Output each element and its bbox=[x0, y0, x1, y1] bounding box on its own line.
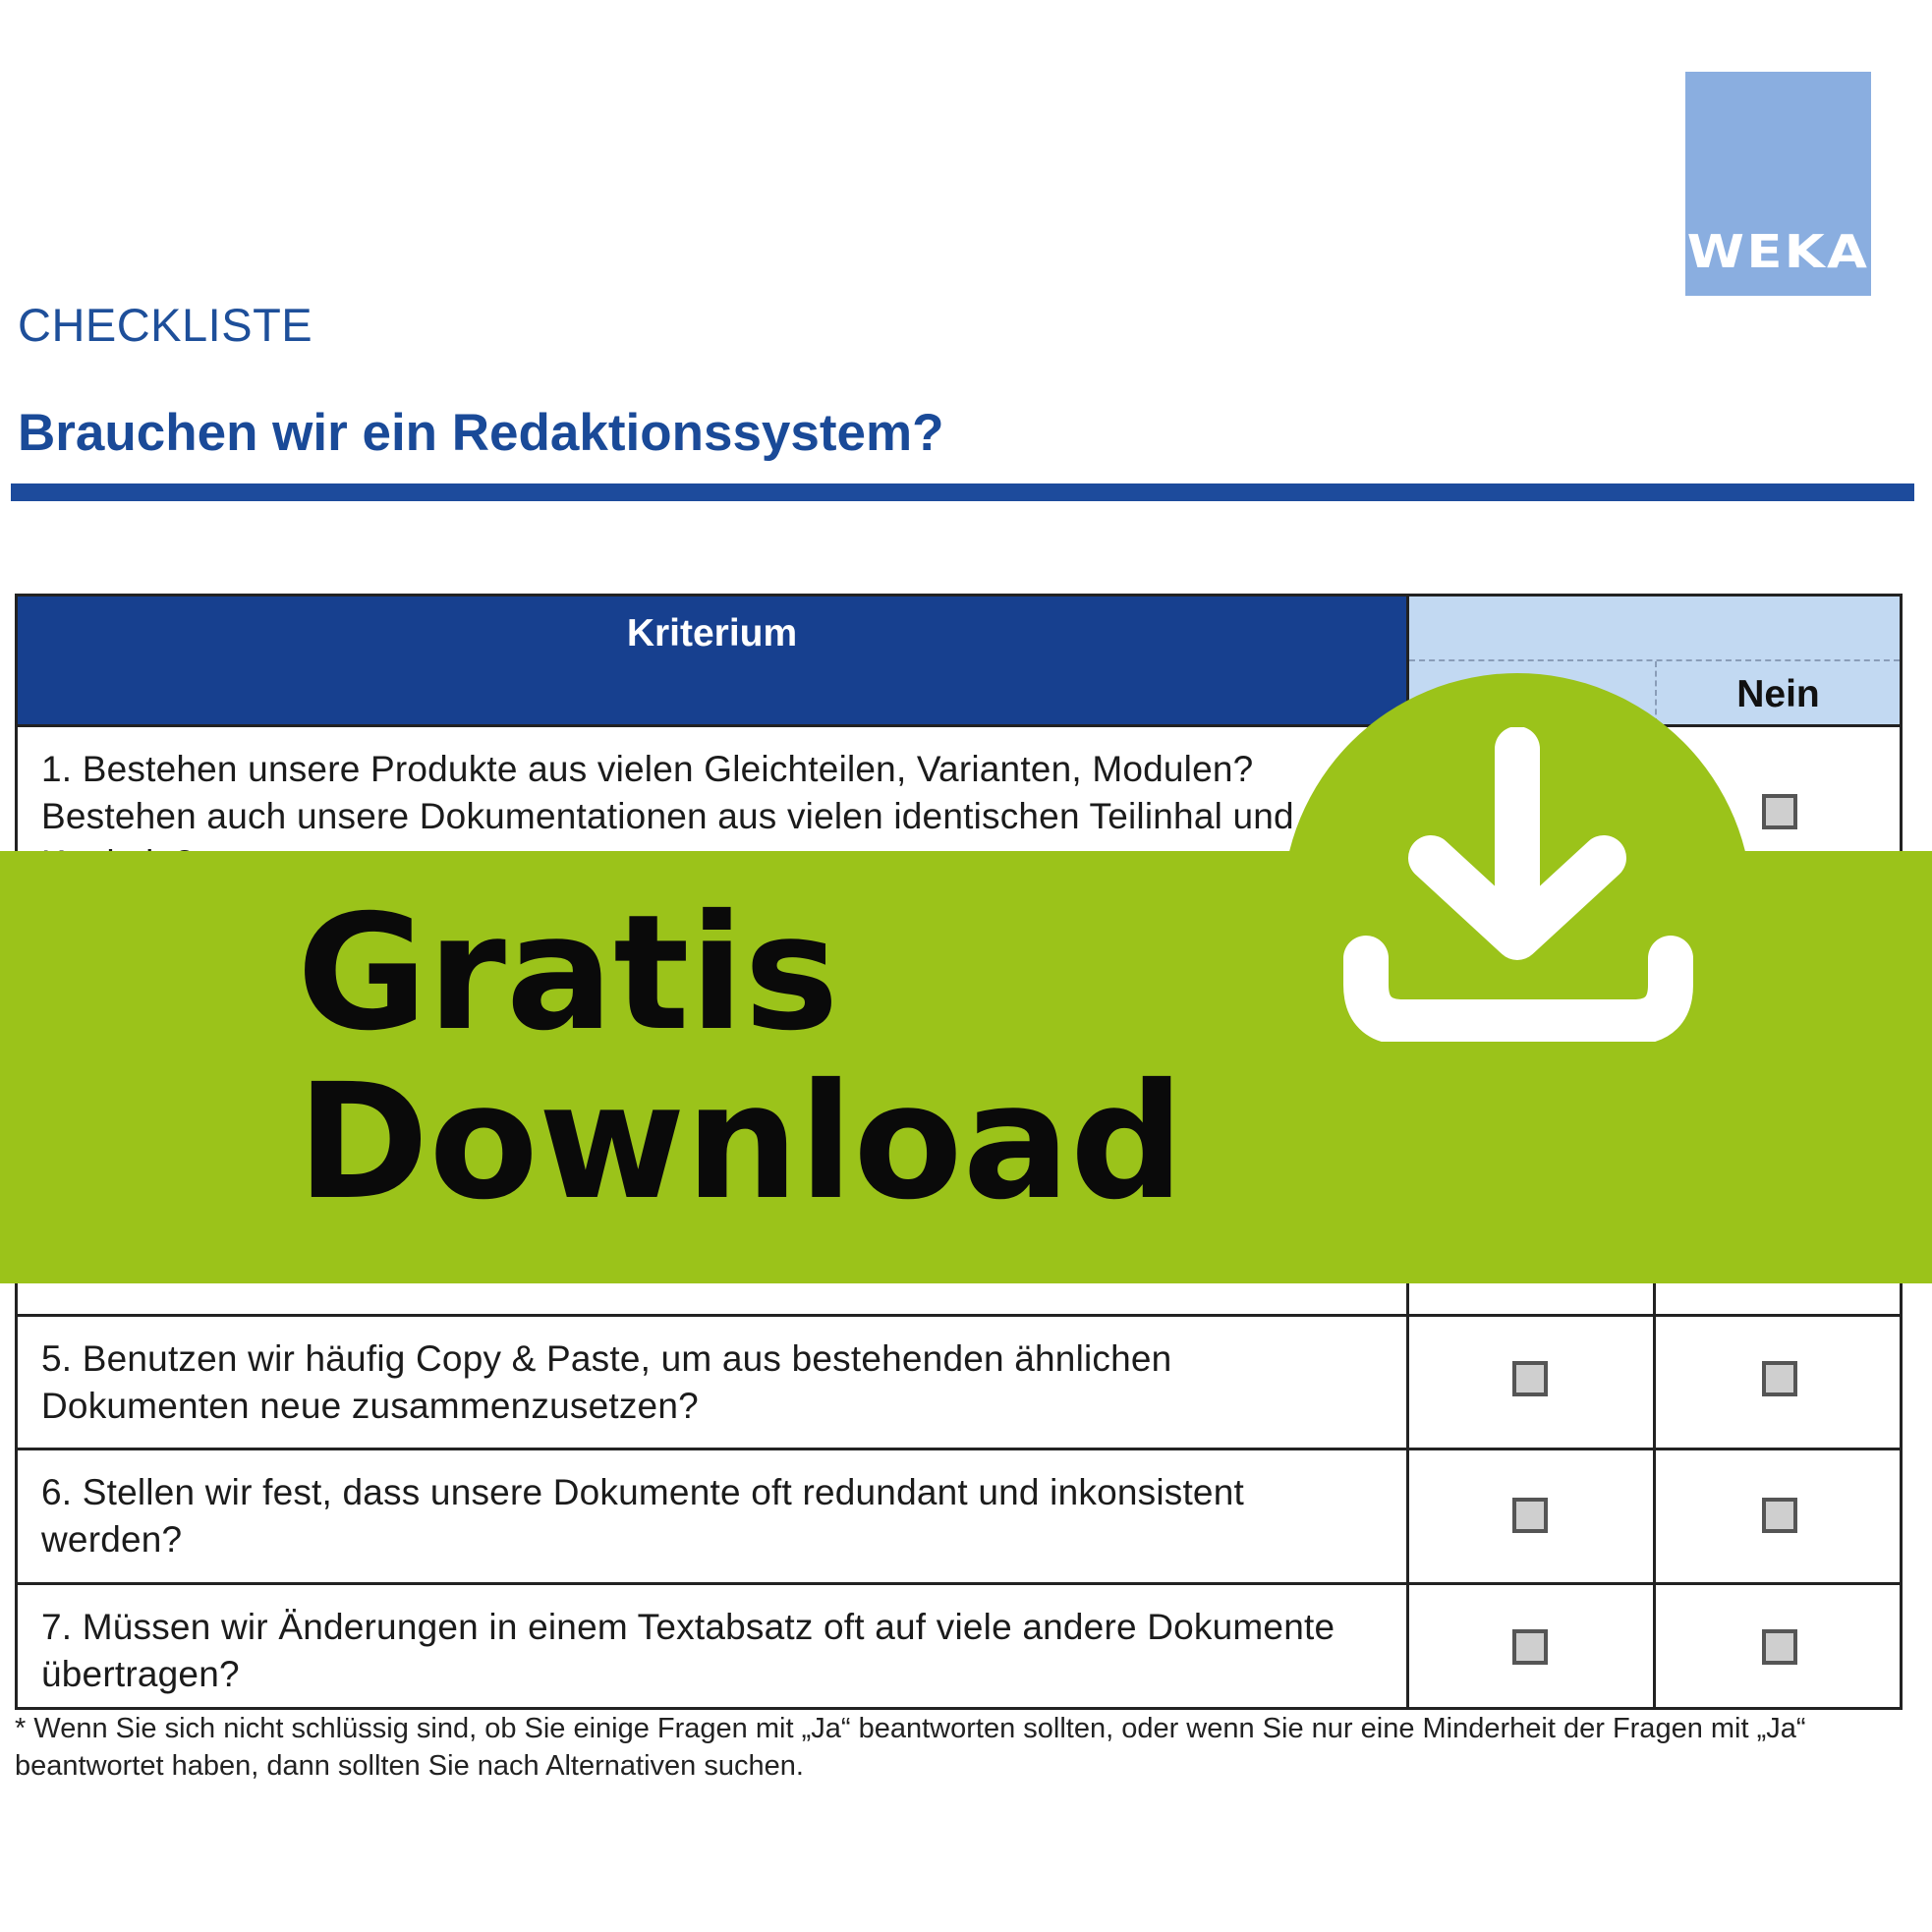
table-row-question: 6. Stellen wir fest, dass unsere Dokumente oft redundant und inkonsistent werden? bbox=[41, 1472, 1244, 1560]
column-header-no: Nein bbox=[1736, 673, 1820, 715]
row-divider bbox=[18, 1582, 1900, 1585]
table-row-question: 5. Benutzen wir häufig Copy & Paste, um aus bestehenden ähnlichen Dokumenten neue zusammenzusetzen? bbox=[41, 1338, 1172, 1426]
page-title: Brauchen wir ein Redaktionssystem? bbox=[18, 404, 944, 462]
column-header-criterion bbox=[18, 597, 1406, 724]
table-row-question: 1. Bestehen unsere Produkte aus vielen Gleichteilen, Varianten, Modulen? Bestehen auch unsere Dokumentationen aus vielen identischen Teilinhal und bbox=[41, 749, 1294, 836]
checkbox-yes-row-7[interactable] bbox=[1512, 1629, 1548, 1665]
column-header-criterion-label: Kriterium bbox=[626, 612, 798, 654]
checkbox-yes-row-5[interactable] bbox=[1512, 1361, 1548, 1396]
checkbox-no-row-6[interactable] bbox=[1762, 1498, 1797, 1533]
row-divider bbox=[18, 1314, 1900, 1317]
checkbox-no-row-7[interactable] bbox=[1762, 1629, 1797, 1665]
banner-text bbox=[297, 881, 1184, 1235]
document-kicker: CHECKLISTE bbox=[18, 299, 313, 351]
footnote: * Wenn Sie sich nicht schlüssig sind, ob Sie einige Fragen mit „Ja“ beantworten sollten, oder wenn Sie nur eine Minderheit der Fragen mit „Ja“ beantwortet haben, dann sollten Sie nach Alternativen suchen. bbox=[15, 1713, 1806, 1782]
checkbox-no-row-1[interactable] bbox=[1762, 794, 1797, 829]
banner-line-2: Download bbox=[297, 1051, 1184, 1235]
table-row-question: 7. Müssen wir Änderungen in einem Textabsatz oft auf viele andere Dokumente übertragen? bbox=[41, 1607, 1335, 1694]
logo-text: WEKA bbox=[1686, 225, 1870, 278]
banner-line-1: Gratis bbox=[297, 881, 839, 1066]
checkbox-no-row-5[interactable] bbox=[1762, 1361, 1797, 1396]
title-rule bbox=[11, 483, 1914, 501]
column-divider-answers-top bbox=[1653, 597, 1656, 724]
checkbox-yes-row-6[interactable] bbox=[1512, 1498, 1548, 1533]
weka-logo bbox=[1685, 72, 1871, 296]
row-divider bbox=[18, 1448, 1900, 1450]
download-icon[interactable] bbox=[1327, 727, 1710, 1042]
